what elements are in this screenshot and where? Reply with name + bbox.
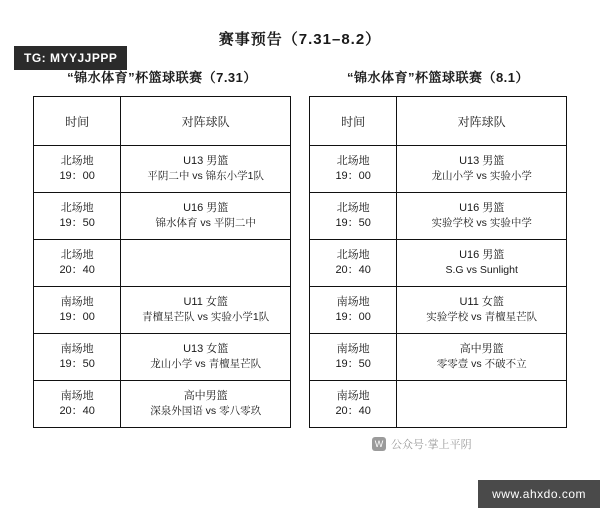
time-cell <box>34 334 121 381</box>
time-label: 19：00 <box>335 170 371 182</box>
table-row <box>34 193 291 240</box>
time-label: 20：40 <box>59 264 95 276</box>
table-row <box>310 193 567 240</box>
match-cell <box>121 287 291 334</box>
time-cell <box>310 287 397 334</box>
table-row <box>34 334 291 381</box>
table-row <box>310 334 567 381</box>
time-label: 19：50 <box>59 358 95 370</box>
venue-label: 南场地 <box>336 296 370 308</box>
schedule-table <box>309 96 567 428</box>
time-cell <box>34 193 121 240</box>
time-label: 19：50 <box>59 217 95 229</box>
time-label: 19：50 <box>335 217 371 229</box>
category-label: U13 男篮 <box>459 155 505 167</box>
wechat-icon: W <box>372 437 386 451</box>
match-cell <box>397 287 567 334</box>
match-cell <box>397 381 567 428</box>
teams-label: 深泉外国语 vs 零八零玖 <box>150 405 262 417</box>
match-cell <box>121 146 291 193</box>
time-label: 20：40 <box>59 405 95 417</box>
table-row <box>310 287 567 334</box>
wechat-credit <box>372 436 472 452</box>
time-label: 19：00 <box>59 170 95 182</box>
header-time: 时间 <box>310 97 397 146</box>
time-cell <box>34 287 121 334</box>
tg-badge: TG: MYYJJPPP <box>14 46 127 70</box>
wechat-label: 公众号·掌上平阴 <box>391 439 472 451</box>
time-cell <box>310 381 397 428</box>
teams-label: 零零壹 vs 不破不立 <box>436 358 527 370</box>
header-time: 时间 <box>34 97 121 146</box>
teams-label: 平阴二中 vs 锦东小学1队 <box>147 170 265 182</box>
venue-label: 南场地 <box>60 343 94 355</box>
match-cell <box>121 334 291 381</box>
time-cell <box>310 146 397 193</box>
schedule-column-left <box>33 67 291 428</box>
category-label: U11 女篮 <box>459 296 504 308</box>
venue-label: 北场地 <box>336 155 370 167</box>
column-title: “锦水体育”杯篮球联赛（7.31） <box>67 70 257 85</box>
category-label: U13 男篮 <box>183 155 229 167</box>
time-cell <box>34 240 121 287</box>
schedule-column-right <box>309 67 567 428</box>
venue-label: 南场地 <box>336 390 370 402</box>
venue-label: 北场地 <box>60 202 94 214</box>
match-cell <box>121 240 291 287</box>
teams-label: 实验学校 vs 青檀星芒队 <box>426 311 538 323</box>
match-cell <box>121 193 291 240</box>
table-header-row <box>310 97 567 146</box>
time-label: 19：50 <box>335 358 371 370</box>
table-row <box>34 146 291 193</box>
table-row <box>34 287 291 334</box>
teams-label: 青檀星芒队 vs 实验小学1队 <box>142 311 270 323</box>
time-label: 20：40 <box>335 264 371 276</box>
venue-label: 北场地 <box>336 202 370 214</box>
match-cell <box>397 146 567 193</box>
category-label: 高中男篮 <box>459 343 504 355</box>
category-label: U13 女篮 <box>183 343 229 355</box>
header-match: 对阵球队 <box>121 97 291 146</box>
time-label: 19：00 <box>335 311 371 323</box>
header-match: 对阵球队 <box>397 97 567 146</box>
venue-label: 南场地 <box>60 390 94 402</box>
category-label: U16 男篮 <box>183 202 229 214</box>
category-label: 高中男篮 <box>183 390 228 402</box>
match-cell <box>397 334 567 381</box>
match-cell <box>397 240 567 287</box>
match-cell <box>121 381 291 428</box>
table-row <box>310 381 567 428</box>
time-cell <box>310 193 397 240</box>
category-label: U11 女篮 <box>183 296 228 308</box>
venue-label: 南场地 <box>336 343 370 355</box>
schedule-columns <box>0 67 600 428</box>
teams-label: 实验学校 vs 实验中学 <box>431 217 532 229</box>
table-row <box>310 240 567 287</box>
venue-label: 北场地 <box>336 249 370 261</box>
table-header-row <box>34 97 291 146</box>
venue-label: 北场地 <box>60 155 94 167</box>
table-row <box>310 146 567 193</box>
time-label: 20：40 <box>335 405 371 417</box>
time-cell <box>310 334 397 381</box>
venue-label: 南场地 <box>60 296 94 308</box>
teams-label: 龙山小学 vs 实验小学 <box>431 170 532 182</box>
teams-label: S.G vs Sunlight <box>445 264 518 276</box>
category-label: U16 男篮 <box>459 249 505 261</box>
category-label: U16 男篮 <box>459 202 505 214</box>
table-row <box>34 240 291 287</box>
watermark: www.ahxdo.com <box>478 480 600 508</box>
venue-label: 北场地 <box>60 249 94 261</box>
match-cell <box>397 193 567 240</box>
teams-label: 龙山小学 vs 青檀星芒队 <box>150 358 262 370</box>
schedule-table <box>33 96 291 428</box>
column-title: “锦水体育”杯篮球联赛（8.1） <box>346 70 530 85</box>
time-cell <box>310 240 397 287</box>
time-label: 19：00 <box>59 311 95 323</box>
page-title: 赛事预告（7.31–8.2） <box>218 31 382 48</box>
table-row <box>34 381 291 428</box>
time-cell <box>34 146 121 193</box>
teams-label: 锦水体育 vs 平阴二中 <box>155 217 256 229</box>
time-cell <box>34 381 121 428</box>
